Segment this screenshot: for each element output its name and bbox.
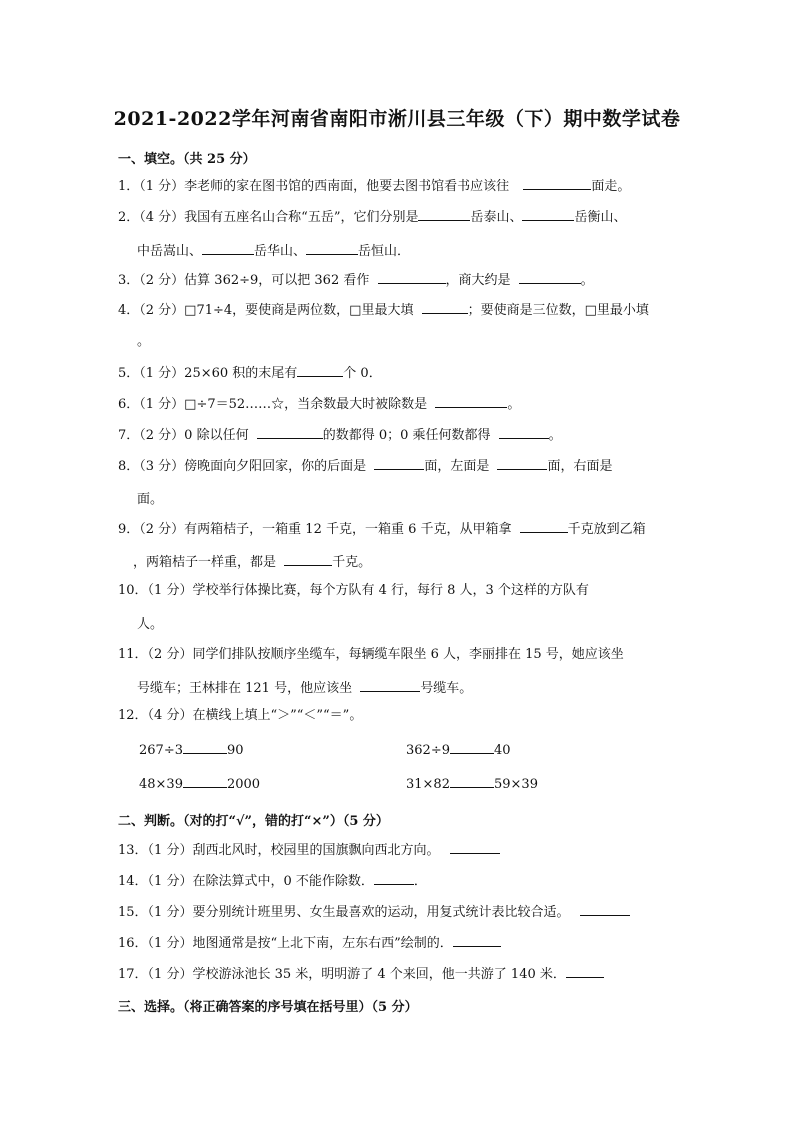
question-text: 千克。 (332, 555, 372, 570)
question-14 (118, 872, 678, 891)
question-text: 15．（1 分）要分别统计班里男、女生最喜欢的运动，用复式统计表比较合适。 (118, 905, 570, 920)
answer-blank[interactable] (378, 271, 446, 284)
question-text: 岳恒山． (358, 244, 411, 259)
question-text: 8．（3 分）傍晚面向夕阳回家，你的后面是 (118, 459, 367, 474)
question-text: 13．（1 分）刮西北风时，校园里的国旗飘向西北方向。 (118, 843, 440, 858)
question-text: 12．（4 分）在横线上填上“＞”“＜”“＝”。 (118, 708, 363, 723)
question-6 (118, 395, 678, 414)
question-17 (118, 965, 678, 984)
answer-blank[interactable] (522, 208, 574, 221)
question-text: 。 (548, 428, 562, 443)
question-text: 号缆车。 (420, 681, 473, 696)
question-text: 的数都得 0；0 乘任何数都得 (322, 428, 491, 443)
compare-item-3 (139, 775, 260, 792)
question-text: ，商大约是 (445, 273, 511, 288)
question-text: ． (413, 874, 427, 889)
compare-right: 40 (493, 743, 511, 758)
question-text: 14．（1 分）在除法算式中，0 不能作除数． (118, 874, 374, 889)
question-text: 5．（1 分）25×60 积的末尾有 (118, 366, 298, 381)
answer-blank[interactable] (450, 841, 500, 854)
question-text: 个 0． (343, 366, 382, 381)
section-fill-blank: 一、填空。（共 25 分） (118, 152, 256, 167)
question-text: ，两箱桔子一样重，都是 (133, 555, 277, 570)
compare-right: 2000 (226, 777, 261, 792)
question-text: 。 (580, 273, 594, 288)
question-text: 4．（2 分）□71÷4，要使商是两位数，□里最大填 (118, 303, 414, 318)
answer-blank[interactable] (435, 395, 507, 408)
answer-blank[interactable] (374, 872, 414, 885)
question-text: 面，左面是 (424, 459, 490, 474)
question-15 (118, 903, 678, 922)
answer-blank[interactable] (374, 457, 424, 470)
answer-blank[interactable] (580, 903, 630, 916)
question-8 (118, 457, 678, 476)
section-true-false: 二、判断。（对的打“√”，错的打“×”）（5 分） (118, 814, 389, 829)
question-9-continued (133, 551, 371, 570)
question-text: 。 (507, 397, 521, 412)
question-5 (118, 364, 678, 383)
answer-blank[interactable] (183, 741, 227, 754)
answer-blank[interactable] (306, 242, 358, 255)
question-text: 岳华山、 (254, 244, 307, 259)
question-text: 号缆车；王林排在 121 号，他应该坐 (137, 681, 353, 696)
answer-blank[interactable] (418, 208, 470, 221)
answer-blank[interactable] (523, 177, 591, 190)
compare-left: 31×82 (406, 777, 450, 792)
question-text: 面。 (137, 492, 164, 507)
question-10 (118, 582, 678, 600)
question-8-continued (137, 488, 163, 507)
answer-blank[interactable] (520, 520, 568, 533)
question-text: 面走。 (591, 179, 631, 194)
answer-blank[interactable] (497, 457, 547, 470)
question-text: 6．（1 分）□÷7＝52……☆，当余数最大时被除数是 (118, 397, 428, 412)
question-text: 7．（2 分）0 除以任何 (118, 428, 249, 443)
question-text: 16．（1 分）地图通常是按“上北下南，左东右西”绘制的． (118, 936, 453, 951)
answer-blank[interactable] (453, 934, 501, 947)
page-title: 2021-2022学年河南省南阳市淅川县三年级（下）期中数学试卷 (113, 108, 681, 130)
answer-blank[interactable] (566, 965, 604, 978)
answer-blank[interactable] (499, 426, 549, 439)
question-text: 岳泰山、 (470, 210, 523, 225)
compare-left: 48×39 (139, 777, 183, 792)
answer-blank[interactable] (360, 679, 420, 692)
question-text: 人。 (137, 617, 164, 632)
answer-blank[interactable] (284, 553, 332, 566)
question-12 (118, 707, 678, 725)
question-4-continued (137, 330, 150, 349)
answer-blank[interactable] (183, 775, 227, 788)
question-11 (118, 646, 678, 664)
question-text: 1．（1 分）李老师的家在图书馆的西南面，他要去图书馆看书应该往 (118, 179, 510, 194)
question-2-continued (137, 240, 410, 259)
compare-right: 59×39 (493, 777, 538, 792)
question-text: 17．（1 分）学校游泳池长 35 米，明明游了 4 个来回，他一共游了 140 米． (118, 967, 566, 982)
compare-left: 362÷9 (406, 743, 450, 758)
question-16 (118, 934, 678, 953)
compare-left: 267÷3 (139, 743, 183, 758)
answer-blank[interactable] (202, 242, 254, 255)
section-choice: 三、选择。（将正确答案的序号填在括号里）（5 分） (118, 1000, 418, 1015)
compare-right: 90 (226, 743, 244, 758)
question-3 (118, 271, 678, 290)
compare-item-2 (406, 741, 511, 758)
answer-blank[interactable] (450, 741, 494, 754)
question-text: 中岳嵩山、 (137, 244, 203, 259)
answer-blank[interactable] (450, 775, 494, 788)
question-text: ；要使商是三位数，□里最小填 (467, 303, 649, 318)
question-text: 岳衡山、 (574, 210, 627, 225)
question-1 (118, 177, 678, 196)
question-text: 9．（2 分）有两箱桔子，一箱重 12 千克，一箱重 6 千克，从甲箱拿 (118, 522, 512, 537)
compare-item-1 (139, 741, 244, 758)
question-text: 3．（2 分）估算 362÷9，可以把 362 看作 (118, 273, 370, 288)
question-text: 2．（4 分）我国有五座名山合称“五岳”，它们分别是 (118, 210, 419, 225)
question-text: 千克放到乙箱 (567, 522, 646, 537)
question-7 (118, 426, 678, 445)
question-4 (118, 301, 678, 320)
answer-blank[interactable] (297, 364, 343, 377)
question-text: 10．（1 分）学校举行体操比赛，每个方队有 4 行，每行 8 人，3 个这样的方队有 (118, 583, 589, 598)
compare-item-4 (406, 775, 538, 792)
answer-blank[interactable] (257, 426, 323, 439)
question-9 (118, 520, 678, 539)
question-text: 面，右面是 (547, 459, 613, 474)
question-2 (118, 208, 678, 227)
question-10-continued (137, 613, 163, 632)
answer-blank[interactable] (422, 301, 468, 314)
question-text: 11．（2 分）同学们排队按顺序坐缆车，每辆缆车限坐 6 人，李丽排在 15 号，她应该坐 (118, 647, 624, 662)
answer-blank[interactable] (519, 271, 581, 284)
question-13 (118, 841, 678, 860)
question-text: 。 (137, 334, 151, 349)
question-11-continued (137, 677, 472, 696)
